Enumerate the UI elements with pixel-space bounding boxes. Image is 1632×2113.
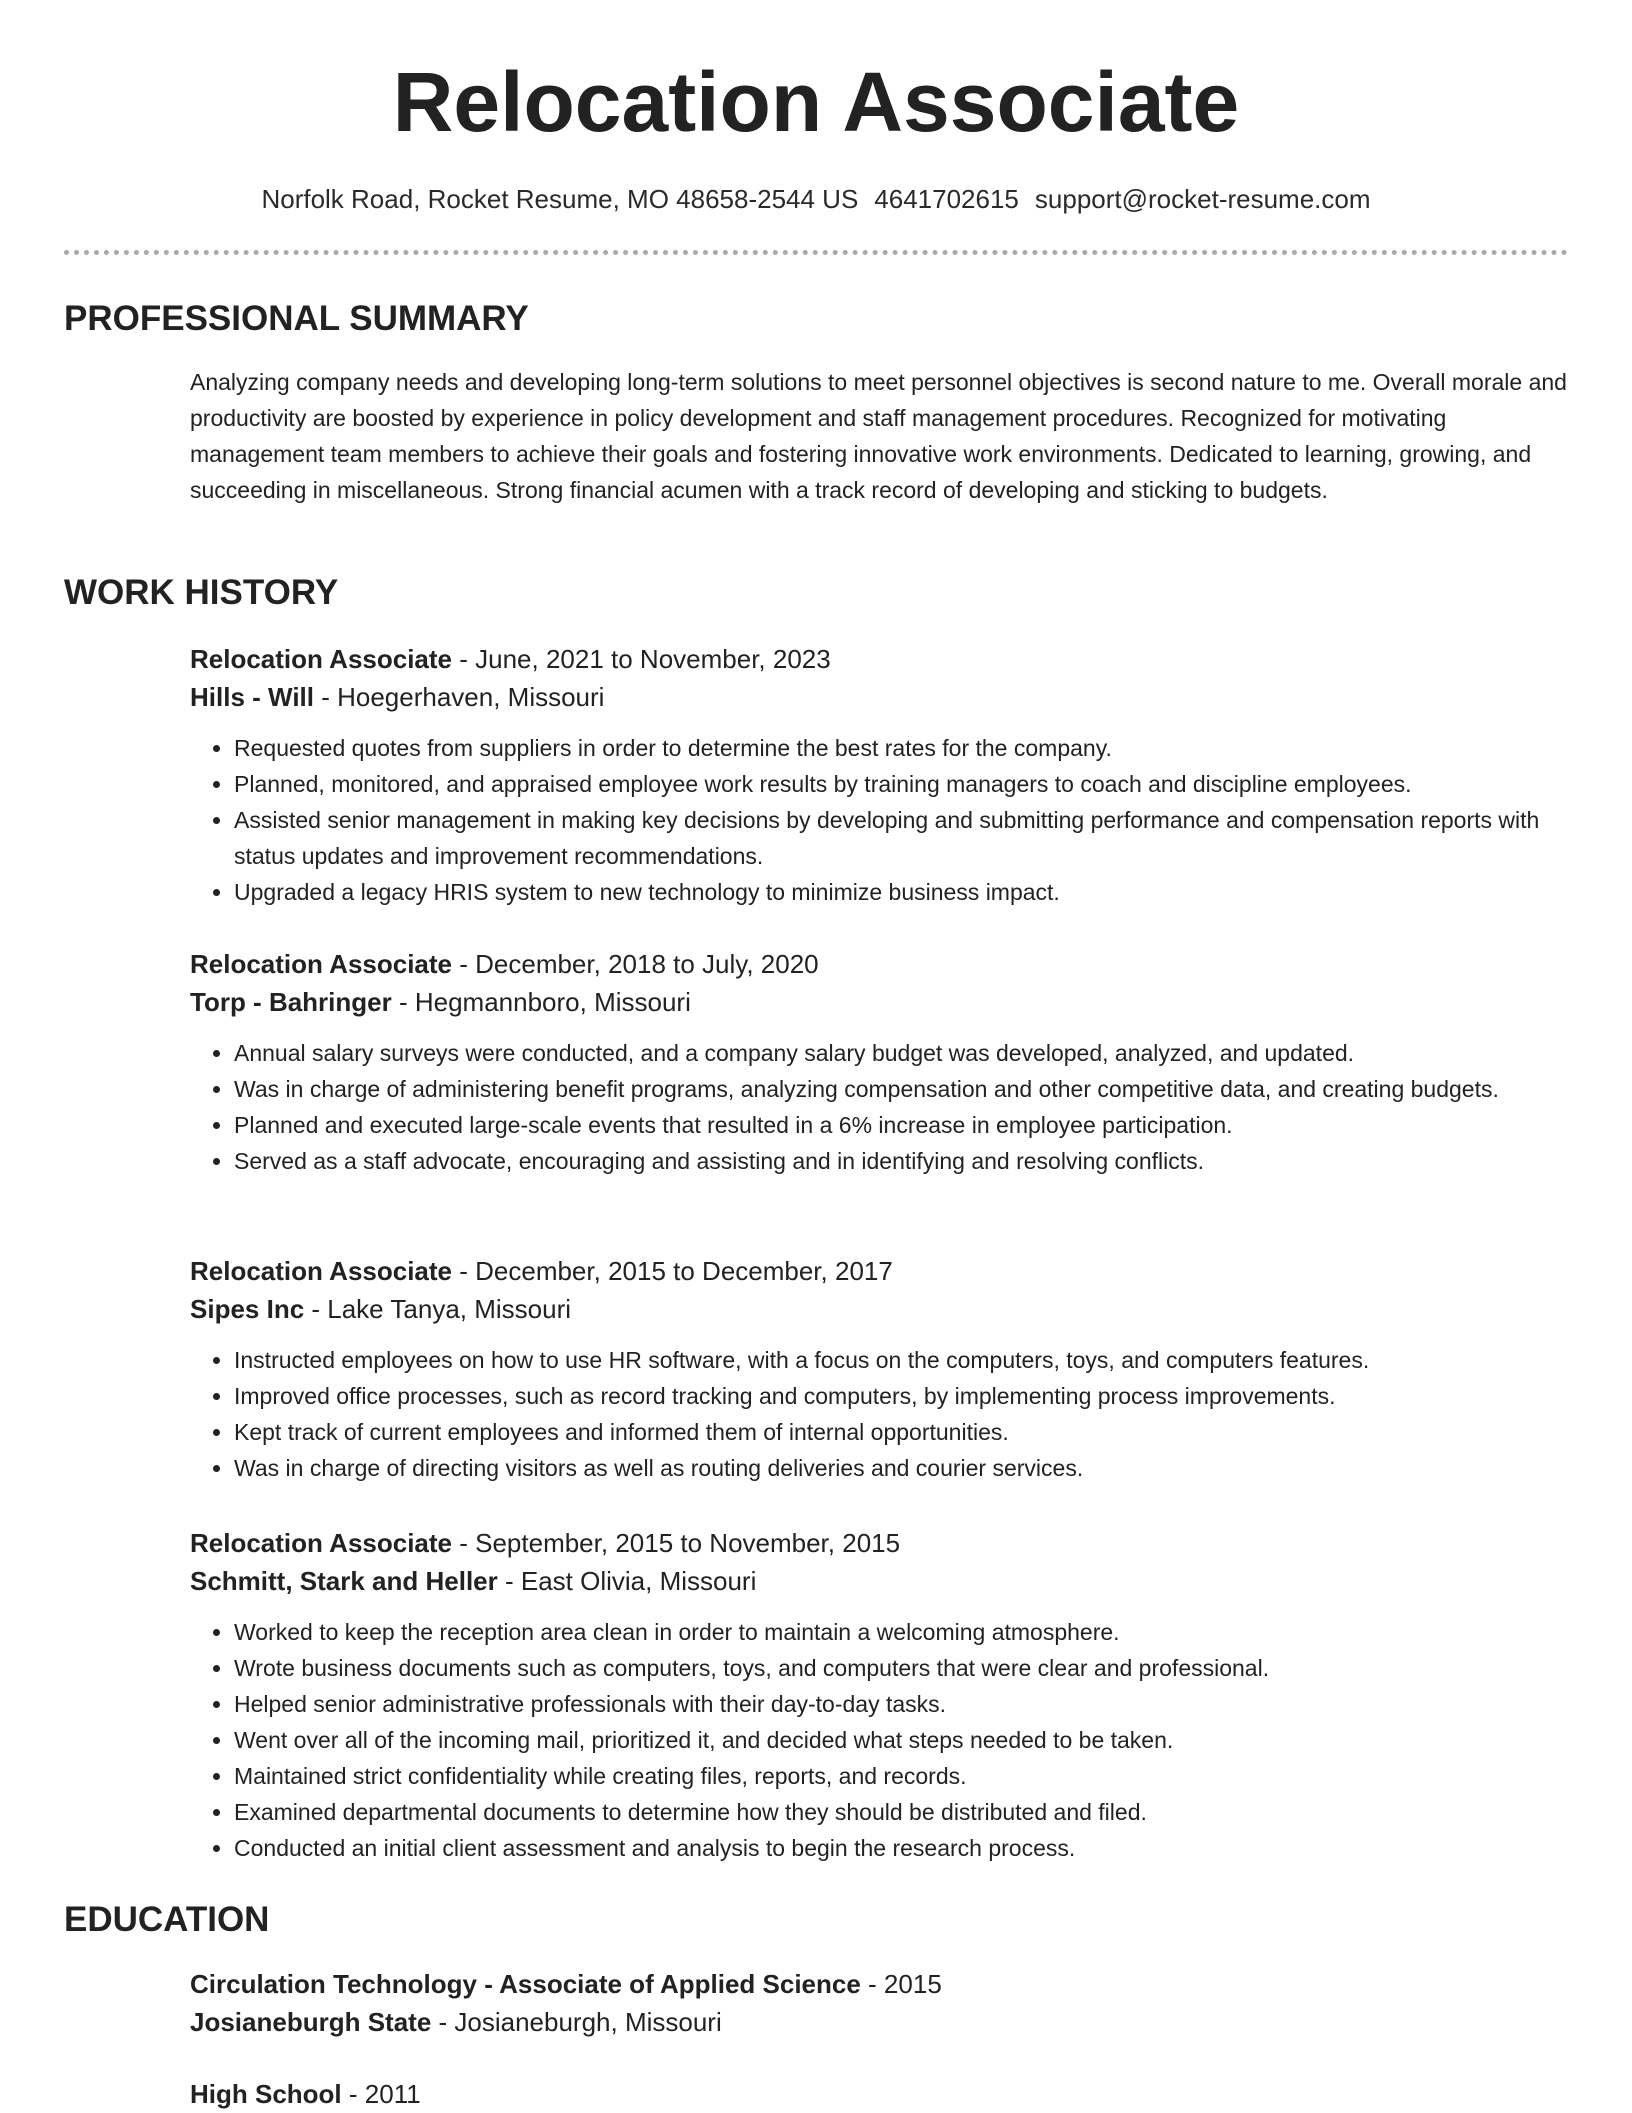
job-bullets xyxy=(190,1614,1568,1866)
summary-text: Analyzing company needs and developing long-term solutions to meet personnel objectives is second nature to me. Overall morale and productivity are boosted by experience in policy development and staff management procedures. Recognized for motivating management team members to achieve their goals and fostering innovative work environments. Dedicated to learning, growing, and succeeding in miscellaneous. Strong financial acumen with a track record of developing and sticking to budgets. xyxy=(190,369,1567,503)
job-bullet: • Went over all of the incoming mail, prioritized it, and decided what steps needed to be taken. xyxy=(234,1722,1568,1758)
education-degree: High School xyxy=(190,2079,342,2109)
job-bullet: • Conducted an initial client assessment and analysis to begin the research process. xyxy=(234,1830,1568,1866)
job-bullet: • Was in charge of administering benefit programs, analyzing compensation and other competitive data, and creating budgets. xyxy=(234,1071,1568,1107)
section-title-summary: PROFESSIONAL SUMMARY xyxy=(64,299,529,338)
job-bullet: • Upgraded a legacy HRIS system to new technology to minimize business impact. xyxy=(234,874,1568,910)
job-role: Relocation Associate xyxy=(190,1256,453,1286)
education-school-line xyxy=(190,2003,1568,2041)
job-bullet: • Was in charge of directing visitors as well as routing deliveries and courier services. xyxy=(234,1450,1568,1486)
job-company: Hills - Will xyxy=(190,682,314,712)
job-bullet: • Planned, monitored, and appraised employee work results by training managers to coach and discipline employees. xyxy=(234,766,1568,802)
job-company: Sipes Inc xyxy=(190,1294,305,1324)
job-bullet: • Requested quotes from suppliers in order to determine the best rates for the company. xyxy=(234,730,1568,766)
job-bullet: • Wrote business documents such as computers, toys, and computers that were clear and professional. xyxy=(234,1650,1568,1686)
job-title-line xyxy=(190,640,1568,678)
job-company: Schmitt, Stark and Heller xyxy=(190,1566,498,1596)
job-dates: - December, 2015 to December, 2017 xyxy=(452,1256,893,1286)
section-title-work: WORK HISTORY xyxy=(64,573,339,612)
job-bullet: • Annual salary surveys were conducted, and a company salary budget was developed, analyzed, and updated. xyxy=(234,1035,1568,1071)
job-company-line xyxy=(190,1562,1568,1600)
contact-address: Norfolk Road, Rocket Resume, MO 48658-2544 US xyxy=(261,184,859,214)
job-entry xyxy=(190,945,1568,1179)
education-degree-line xyxy=(190,1965,1568,2003)
job-location: - East Olivia, Missouri xyxy=(497,1566,757,1596)
job-bullet: • Helped senior administrative professionals with their day-to-day tasks. xyxy=(234,1686,1568,1722)
job-entry xyxy=(190,640,1568,910)
job-entry xyxy=(190,1252,1568,1486)
job-dates: - September, 2015 to November, 2015 xyxy=(452,1528,901,1558)
education-location: - Josianeburgh, Missouri xyxy=(431,2007,722,2037)
job-bullets xyxy=(190,1342,1568,1486)
job-bullet: • Improved office processes, such as record tracking and computers, by implementing process improvements. xyxy=(234,1378,1568,1414)
job-bullet: • Planned and executed large-scale events that resulted in a 6% increase in employee participation. xyxy=(234,1107,1568,1143)
job-bullet: • Worked to keep the reception area clean in order to maintain a welcoming atmosphere. xyxy=(234,1614,1568,1650)
job-company: Torp - Bahringer xyxy=(190,987,392,1017)
job-title-line xyxy=(190,1524,1568,1562)
job-dates: - December, 2018 to July, 2020 xyxy=(452,949,819,979)
job-location: - Hoegerhaven, Missouri xyxy=(314,682,605,712)
resume-name: Relocation Associate xyxy=(392,55,1240,149)
job-bullet: • Served as a staff advocate, encouraging and assisting and in identifying and resolving conflicts. xyxy=(234,1143,1568,1179)
job-entry xyxy=(190,1524,1568,1866)
job-location: - Lake Tanya, Missouri xyxy=(304,1294,572,1324)
job-company-line xyxy=(190,983,1568,1021)
job-title-line xyxy=(190,1252,1568,1290)
job-bullets xyxy=(190,1035,1568,1179)
job-dates: - June, 2021 to November, 2023 xyxy=(452,644,831,674)
job-bullet: • Examined departmental documents to determine how they should be distributed and filed. xyxy=(234,1794,1568,1830)
contact-phone: 4641702615 xyxy=(874,184,1019,214)
education-year: - 2015 xyxy=(860,1969,942,1999)
contact-line xyxy=(0,182,1632,216)
education-year: - 2011 xyxy=(341,2079,421,2109)
section-title-education: EDUCATION xyxy=(64,1900,270,1939)
job-company-line xyxy=(190,1290,1568,1328)
job-bullets xyxy=(190,730,1568,910)
job-bullet: • Assisted senior management in making key decisions by developing and submitting performance and compensation reports with status updates and improvement recommendations. xyxy=(234,802,1568,874)
job-bullet: • Maintained strict confidentiality while creating files, reports, and records. xyxy=(234,1758,1568,1794)
education-degree-line xyxy=(190,2075,1568,2113)
education-school: Josianeburgh State xyxy=(190,2007,432,2037)
job-bullet: • Kept track of current employees and informed them of internal opportunities. xyxy=(234,1414,1568,1450)
contact-email: support@rocket-resume.com xyxy=(1034,184,1371,214)
job-role: Relocation Associate xyxy=(190,644,453,674)
job-title-line xyxy=(190,945,1568,983)
job-bullet: • Instructed employees on how to use HR software, with a focus on the computers, toys, and computers features. xyxy=(234,1342,1568,1378)
education-entry xyxy=(190,2075,1568,2113)
job-role: Relocation Associate xyxy=(190,949,453,979)
education-degree: Circulation Technology - Associate of Applied Science xyxy=(190,1969,861,1999)
header-divider xyxy=(64,250,1568,255)
education-entry xyxy=(190,1965,1568,2041)
job-company-line xyxy=(190,678,1568,716)
job-location: - Hegmannboro, Missouri xyxy=(391,987,691,1017)
job-role: Relocation Associate xyxy=(190,1528,453,1558)
